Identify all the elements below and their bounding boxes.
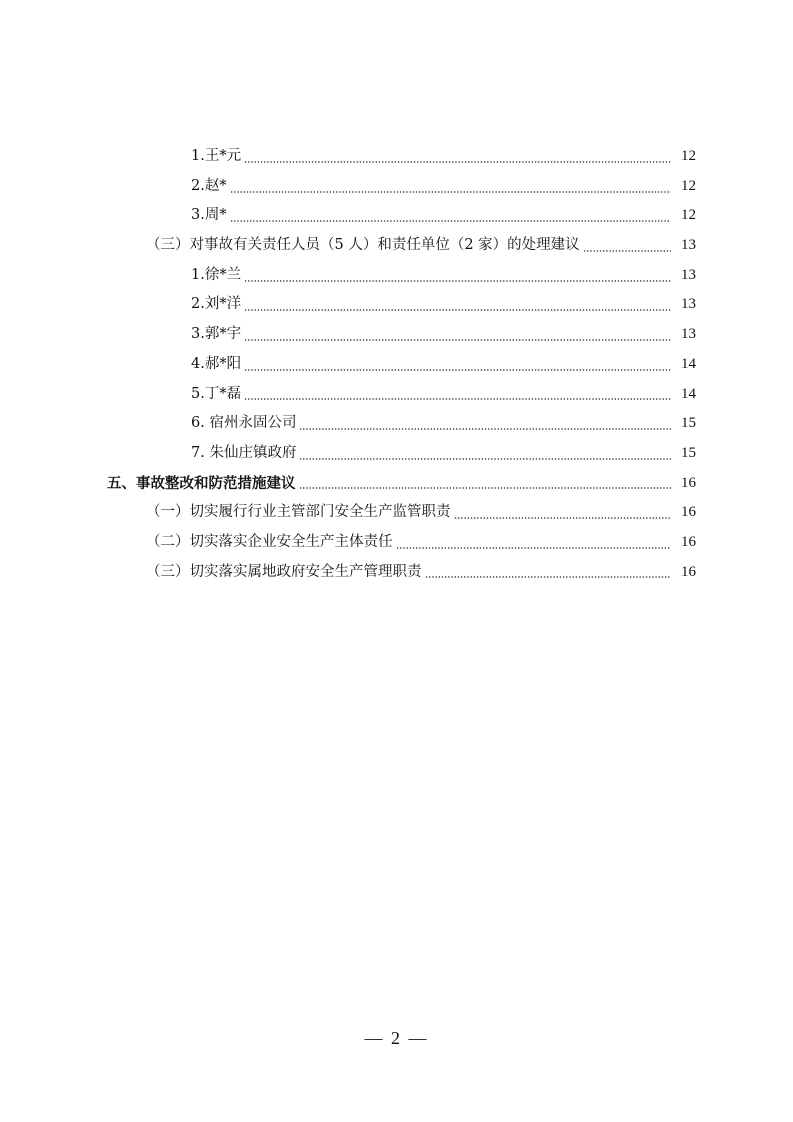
toc-leader-dots xyxy=(299,458,671,460)
toc-entry[interactable] xyxy=(0,350,793,380)
toc-entry-title: 2.赵* xyxy=(191,177,227,194)
toc-entry-title: 1.王*元 xyxy=(191,148,242,164)
toc-leader-dots xyxy=(244,339,671,341)
toc-entry[interactable] xyxy=(0,320,793,350)
toc-section-entry[interactable] xyxy=(0,528,793,558)
toc-leader-dots xyxy=(244,309,671,311)
toc-entry-title: （三）切实落实属地政府安全生产管理职责 xyxy=(146,563,422,580)
toc-entry-page: 15 xyxy=(681,415,696,432)
toc-entry[interactable] xyxy=(0,172,793,202)
toc-entry-title: 7. 朱仙庄镇政府 xyxy=(191,444,297,461)
toc-entry[interactable] xyxy=(0,380,793,410)
table-of-contents xyxy=(0,142,793,587)
toc-entry-title: 6. 宿州永固公司 xyxy=(191,415,297,432)
toc-leader-dots xyxy=(244,280,671,282)
toc-section-entry[interactable] xyxy=(0,231,793,261)
toc-leader-dots xyxy=(299,428,671,430)
toc-leader-dots xyxy=(244,398,671,400)
toc-entry-title: 2.刘*洋 xyxy=(191,296,242,313)
toc-section-entry[interactable] xyxy=(0,498,793,528)
toc-entry-page: 12 xyxy=(681,148,696,164)
toc-entry[interactable] xyxy=(0,261,793,291)
toc-entry-page: 13 xyxy=(681,326,696,343)
toc-entry-title: 3.周* xyxy=(191,207,227,224)
toc-entry-title: 4.郝*阳 xyxy=(191,355,242,372)
toc-entry-page: 12 xyxy=(681,177,696,194)
toc-entry[interactable] xyxy=(0,201,793,231)
toc-leader-dots xyxy=(244,369,671,371)
toc-entry-page: 14 xyxy=(681,355,696,372)
toc-entry-title: （三）对事故有关责任人员（5 人）和责任单位（2 家）的处理建议 xyxy=(146,237,580,254)
toc-leader-dots xyxy=(230,191,671,193)
toc-chapter-entry[interactable] xyxy=(0,469,793,499)
page-number: — 2 — xyxy=(364,1028,429,1048)
toc-section-entry[interactable] xyxy=(0,558,793,588)
toc-entry-page: 16 xyxy=(681,504,696,521)
toc-leader-dots xyxy=(454,517,672,519)
toc-entry-title: 1.徐*兰 xyxy=(191,266,242,283)
toc-entry-page: 13 xyxy=(681,266,696,283)
toc-leader-dots xyxy=(425,576,672,578)
toc-entry-page: 16 xyxy=(681,533,696,550)
toc-entry-page: 15 xyxy=(681,444,696,461)
toc-entry-page: 13 xyxy=(681,296,696,313)
toc-entry-page: 16 xyxy=(681,474,696,491)
toc-entry-title: （二）切实落实企业安全生产主体责任 xyxy=(146,533,393,550)
toc-entry[interactable] xyxy=(0,409,793,439)
toc-entry-page: 13 xyxy=(681,237,696,254)
toc-entry-title: （一）切实履行行业主管部门安全生产监管职责 xyxy=(146,504,451,521)
toc-entry[interactable] xyxy=(0,290,793,320)
toc-entry-page: 14 xyxy=(681,385,696,402)
toc-entry-page: 16 xyxy=(681,563,696,580)
toc-entry-title: 3.郭*宇 xyxy=(191,326,242,343)
toc-leader-dots xyxy=(244,161,671,163)
toc-entry[interactable] xyxy=(0,142,793,172)
toc-entry-title: 五、事故整改和防范措施建议 xyxy=(107,474,296,492)
toc-leader-dots xyxy=(583,250,671,252)
toc-leader-dots xyxy=(396,547,672,549)
toc-entry[interactable] xyxy=(0,439,793,469)
toc-leader-dots xyxy=(230,220,671,222)
toc-entry-title: 5.丁*磊 xyxy=(191,385,242,402)
toc-entry-page: 12 xyxy=(681,207,696,224)
toc-leader-dots xyxy=(299,487,672,489)
